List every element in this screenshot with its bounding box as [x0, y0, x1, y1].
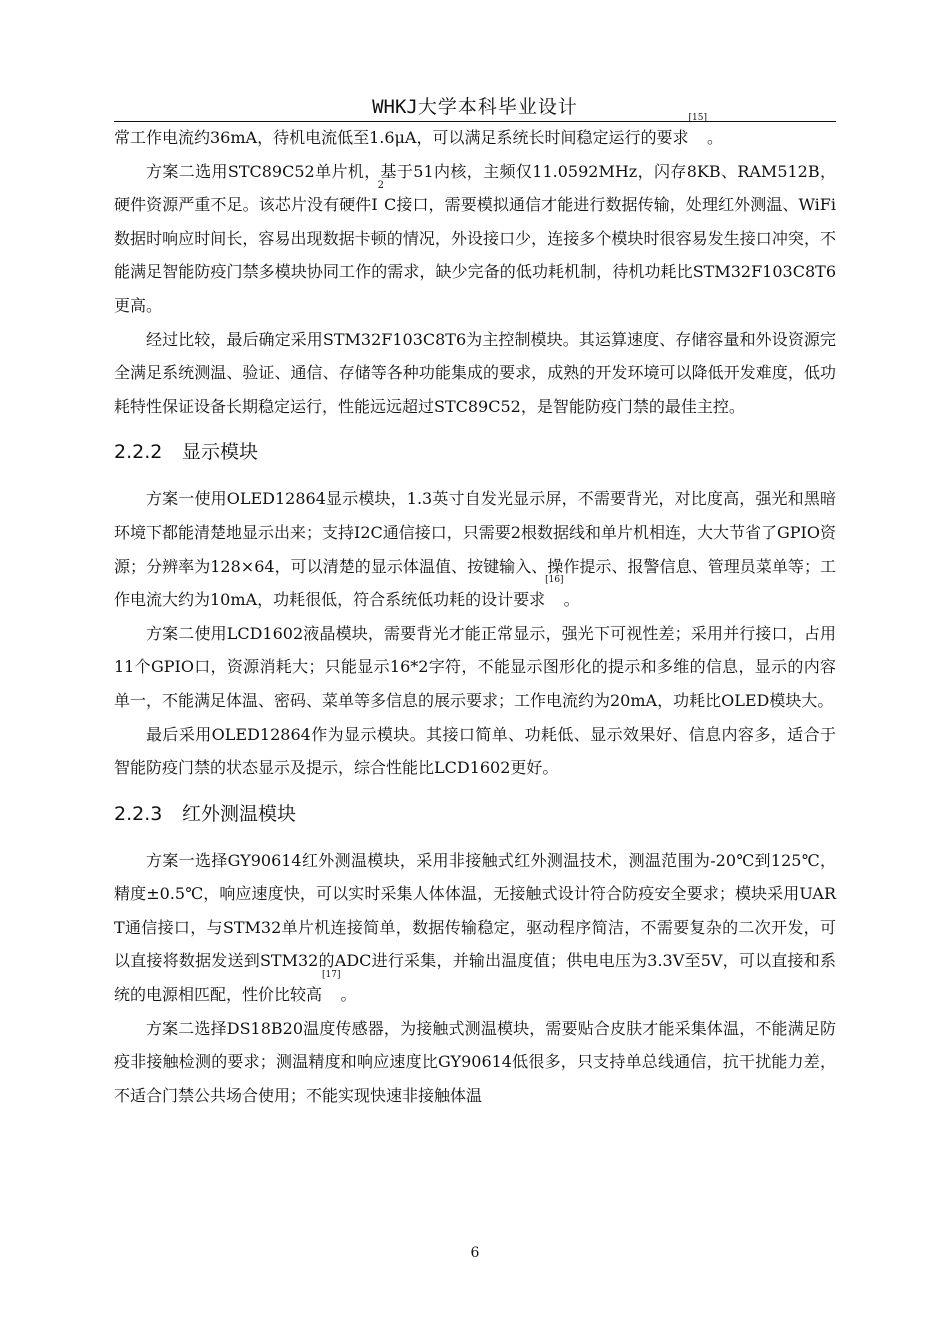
paragraph	[114, 155, 836, 323]
body-text	[114, 113, 836, 1112]
paragraph: 方案二选择DS18B20温度传感器，为接触式测温模块，需要贴合皮肤才能采集体温，不能满足防疫非接触检测的要求；测温精度和响应速度比GY90614低很多，只支持单总线通信，抗干扰能力差，不适合门禁公共场合使用；不能实现快速非接触体温	[114, 1018, 836, 1105]
page-number: 6	[470, 1245, 480, 1261]
citation: [17]	[322, 970, 341, 981]
section-title: 显示模块	[182, 441, 259, 464]
superscript: 2	[377, 180, 385, 192]
section-number: 2.2.2	[114, 441, 163, 464]
section-number: 2.2.3	[114, 802, 163, 825]
paragraph	[114, 844, 836, 1012]
paragraph	[114, 482, 836, 616]
paragraph-text: 方案二选用STC89C52单片机，基于51内核，主频仅11.0592MHz，闪存8KB、RAM512B，硬件资源严重不足。该芯片没有硬件I	[114, 161, 836, 215]
paragraph-text: 。	[563, 590, 580, 610]
paragraph: 方案二使用LCD1602液晶模块，需要背光才能正常显示，强光下可视性差；采用并行接口，占用11个GPIO口，资源消耗大；只能显示16*2字符，不能显示图形化的提示和多维的信息，显示的内容单一，不能满足体温、密码、菜单等多信息的展示要求；工作电流约为20mA，功耗比OLED模块大。	[114, 623, 836, 710]
section-heading	[114, 797, 836, 832]
citation: [16]	[545, 575, 564, 586]
section-title: 红外测温模块	[182, 802, 297, 825]
paragraph: 经过比较，最后确定采用STM32F103C8T6为主控制模块。其运算速度、存储容量和外设资源完全满足系统测温、验证、通信、存储等各种功能集成的要求，成熟的开发环境可以降低开发难度，低功耗特性保证设备长期稳定运行，性能远远超过STC89C52，是智能防疫门禁的最佳主控。	[114, 329, 836, 416]
paragraph-text: 方案一使用OLED12864显示模块，1.3英寸自发光显示屏，不需要背光，对比度高，强光和黑暗环境下都能清楚地显示出来；支持I2C通信接口，只需要2根数据线和单片机相连，大大节省了GPIO资源；分辨率为128×64，可以清楚的显示体温值、按键输入、操作提示、报警信息、管理员菜单等；工作电流大约为10mA，功耗很低，符合系统低功耗的设计要求	[114, 489, 836, 610]
paragraph: 最后采用OLED12864作为显示模块。其接口简单、功耗低、显示效果好、信息内容多，适合于智能防疫门禁的状态显示及提示，综合性能比LCD1602更好。	[114, 724, 836, 778]
header-latin: WHKJ	[372, 96, 418, 118]
paragraph-text: 常工作电流约36mA，待机电流低至1.6μA，可以满足系统长时间稳定运行的要求	[114, 128, 689, 147]
header-title: 大学本科毕业设计	[417, 96, 578, 118]
paragraph-text: 。	[340, 985, 357, 1005]
paragraph-text: C接口，需要模拟通信才能进行数据传输，处理红外测温、WiFi数据时响应时间长，容易出现数据卡顿的情况，外设接口少，连接多个模块时很容易发生接口冲突，不能满足智能防疫门禁多模块协同工作的需求，缺少完备的低功耗机制，待机功耗比STM32F103C8T6更高。	[114, 195, 836, 315]
paragraph-text: 。	[706, 128, 723, 147]
paragraph-continued	[114, 113, 836, 155]
running-header	[114, 92, 836, 119]
citation: [15]	[688, 113, 707, 123]
section-heading	[114, 435, 836, 470]
paragraph-text: 方案一选择GY90614红外测温模块，采用非接触式红外测温技术，测温范围为-20℃到125℃，精度±0.5℃，响应速度快，可以实时采集人体体温，无接触式设计符合防疫安全要求；模块采用UART通信接口，与STM32单片机连接简单，数据传输稳定，驱动程序简洁，不需要复杂的二次开发，可以直接将数据发送到STM32的ADC进行采集，并输出温度值；供电电压为3.3V至5V，可以直接和系统的电源相匹配，性价比较高	[114, 850, 836, 1005]
